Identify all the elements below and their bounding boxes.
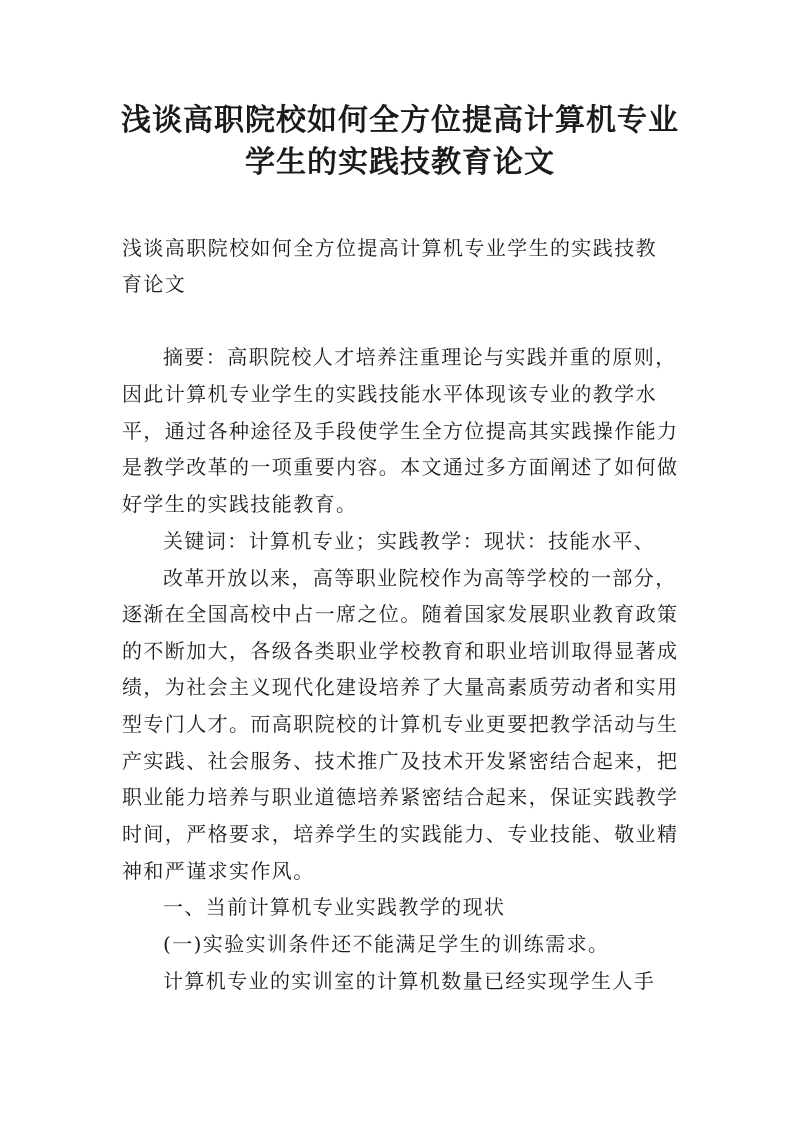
intro-line: 逐渐在全国高校中占一席之位。随着国家发展职业教育政策 xyxy=(122,602,679,626)
subtitle-line-1: 浅谈高职院校如何全方位提高计算机专业学生的实践技教 xyxy=(122,236,657,260)
intro-line: 型专门人才。而高职院校的计算机专业更要把教学活动与生 xyxy=(122,712,679,736)
section-heading: 一、当前计算机专业实践教学的现状 xyxy=(163,895,506,919)
intro-line: 改革开放以来，高等职业院校作为高等学校的一部分， xyxy=(163,566,677,590)
body-line: 计算机专业的实训室的计算机数量已经实现学生人手 xyxy=(163,969,656,993)
abstract-line: 平，通过各种途径及手段使学生全方位提高其实践操作能力 xyxy=(122,419,679,443)
document-title-line-2: 学生的实践技教育论文 xyxy=(245,145,555,180)
abstract-line: 因此计算机专业学生的实践技能水平体现该专业的教学水 xyxy=(122,382,657,406)
abstract-line: 是教学改革的一项重要内容。本文通过多方面阐述了如何做 xyxy=(122,455,679,479)
intro-line: 的不断加大，各级各类职业学校教育和职业培训取得显著成 xyxy=(122,639,679,663)
abstract-line: 好学生的实践技能教育。 xyxy=(122,492,358,516)
intro-line: 时间，严格要求，培养学生的实践能力、专业技能、敬业精 xyxy=(122,822,679,846)
keywords-line: 关键词：计算机专业；实践教学：现状：技能水平、 xyxy=(163,529,656,553)
intro-line: 绩，为社会主义现代化建设培养了大量高素质劳动者和实用 xyxy=(122,675,679,699)
intro-line: 职业能力培养与职业道德培养紧密结合起来，保证实践教学 xyxy=(122,785,679,809)
intro-line: 产实践、社会服务、技术推广及技术开发紧密结合起来，把 xyxy=(122,749,679,773)
abstract-line: 摘要：高职院校人才培养注重理论与实践并重的原则， xyxy=(163,345,677,369)
subsection-heading: (一)实验实训条件还不能满足学生的训练需求。 xyxy=(163,932,610,956)
subtitle-line-2: 育论文 xyxy=(122,272,187,296)
intro-line: 神和严谨求实作风。 xyxy=(122,859,315,883)
document-title-line-1: 浅谈高职院校如何全方位提高计算机专业 xyxy=(121,103,679,138)
